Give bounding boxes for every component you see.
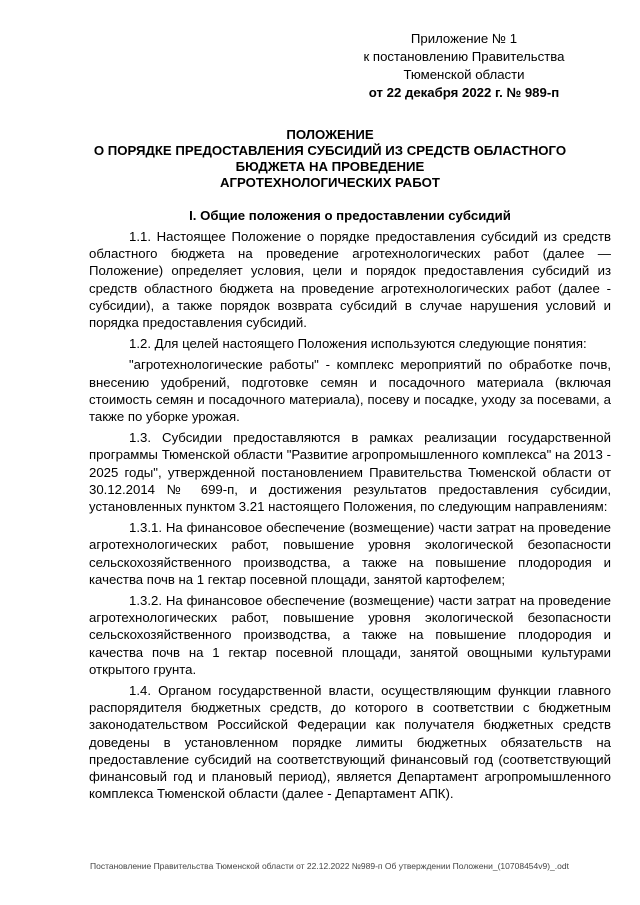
paragraph-definition: "агротехнологические работы" - комплекс мероприятий по обработке почв, внесению удобрений, подготовке семян и посадочного материала (включая стоимость семян и посадочного материала), посеву и посадке, уходу за посевами, а также по уборке урожая. — [89, 357, 611, 425]
title-line-3: БЮДЖЕТА НА ПРОВЕДЕНИЕ — [235, 159, 425, 174]
appendix-date-number: от 22 декабря 2022 г. № 989-п — [368, 85, 560, 100]
document-title — [60, 127, 600, 191]
title-line-2: О ПОРЯДКЕ ПРЕДОСТАВЛЕНИЯ СУБСИДИЙ ИЗ СРЕДСТВ ОБЛАСТНОГО — [93, 143, 567, 158]
title-line-4: АГРОТЕХНОЛОГИЧЕСКИХ РАБОТ — [220, 175, 440, 190]
appendix-decree-ref: к постановлению Правительства — [363, 49, 565, 64]
paragraph-1-3-2: 1.3.2. На финансовое обеспечение (возмещение) части затрат на проведение агротехнологических работ, повышение уровня экологической безопасности сельскохозяйственного производства, а также на повышение плодородия и качества почв на 1 гектар посевной площади, занятой овощными культурами открытого грунта. — [89, 593, 611, 677]
document-body — [89, 228, 611, 807]
paragraph-1-4: 1.4. Органом государственной власти, осуществляющим функции главного распорядителя бюджетных средств, до которого в соответствии с бюджетным законодательством Российской Федерации как получателя бюджетных средств доведены в установленном порядке лимиты бюджетных обязательств на предоставление субсидий на соответствующий финансовый год (соответствующий финансовый год и плановый период), является Департамент агропромышленного комплекса Тюменской области (далее - Департамент АПК). — [89, 683, 611, 802]
paragraph-1-2: 1.2. Для целей настоящего Положения используются следующие понятия: — [129, 336, 587, 352]
document-footer: Постановление Правительства Тюменской области от 22.12.2022 №989-п Об утверждении Положени_(10708454v9)_.odt — [90, 861, 569, 871]
paragraph-1-1: 1.1. Настоящее Положение о порядке предоставления субсидий из средств областного бюджета на проведение агротехнологических работ (далее — Положение) определяет условия, цели и порядок предоставления субсидий из средств областного бюджета на проведение агротехнологических работ (далее - субсидии), а также порядок возврата субсидий в случае нарушения условий и порядка предоставления субсидий. — [89, 229, 611, 331]
appendix-number: Приложение № 1 — [410, 31, 518, 46]
title-line-1: ПОЛОЖЕНИЕ — [286, 127, 374, 142]
appendix-region: Тюменской области — [403, 67, 525, 82]
paragraph-1-3: 1.3. Субсидии предоставляются в рамках реализации государственной программы Тюменской области "Развитие агропромышленного комплекса" на 2013 - 2025 годы", утвержденной постановлением Правительства Тюменской области от 30.12.2014 № 699-п, и достижения результатов предоставления субсидии, установленных пунктом 3.21 настоящего Положения, по следующим направлениям: — [89, 430, 611, 515]
section-heading: I. Общие положения о предоставлении субсидий — [189, 208, 511, 223]
appendix-block — [334, 30, 594, 102]
paragraph-1-3-1: 1.3.1. На финансовое обеспечение (возмещение) части затрат на проведение агротехнологических работ, повышение уровня экологической безопасности сельскохозяйственного производства, а также на повышение плодородия и качества почв на 1 гектар посевной площади, занятой картофелем; — [89, 520, 611, 587]
